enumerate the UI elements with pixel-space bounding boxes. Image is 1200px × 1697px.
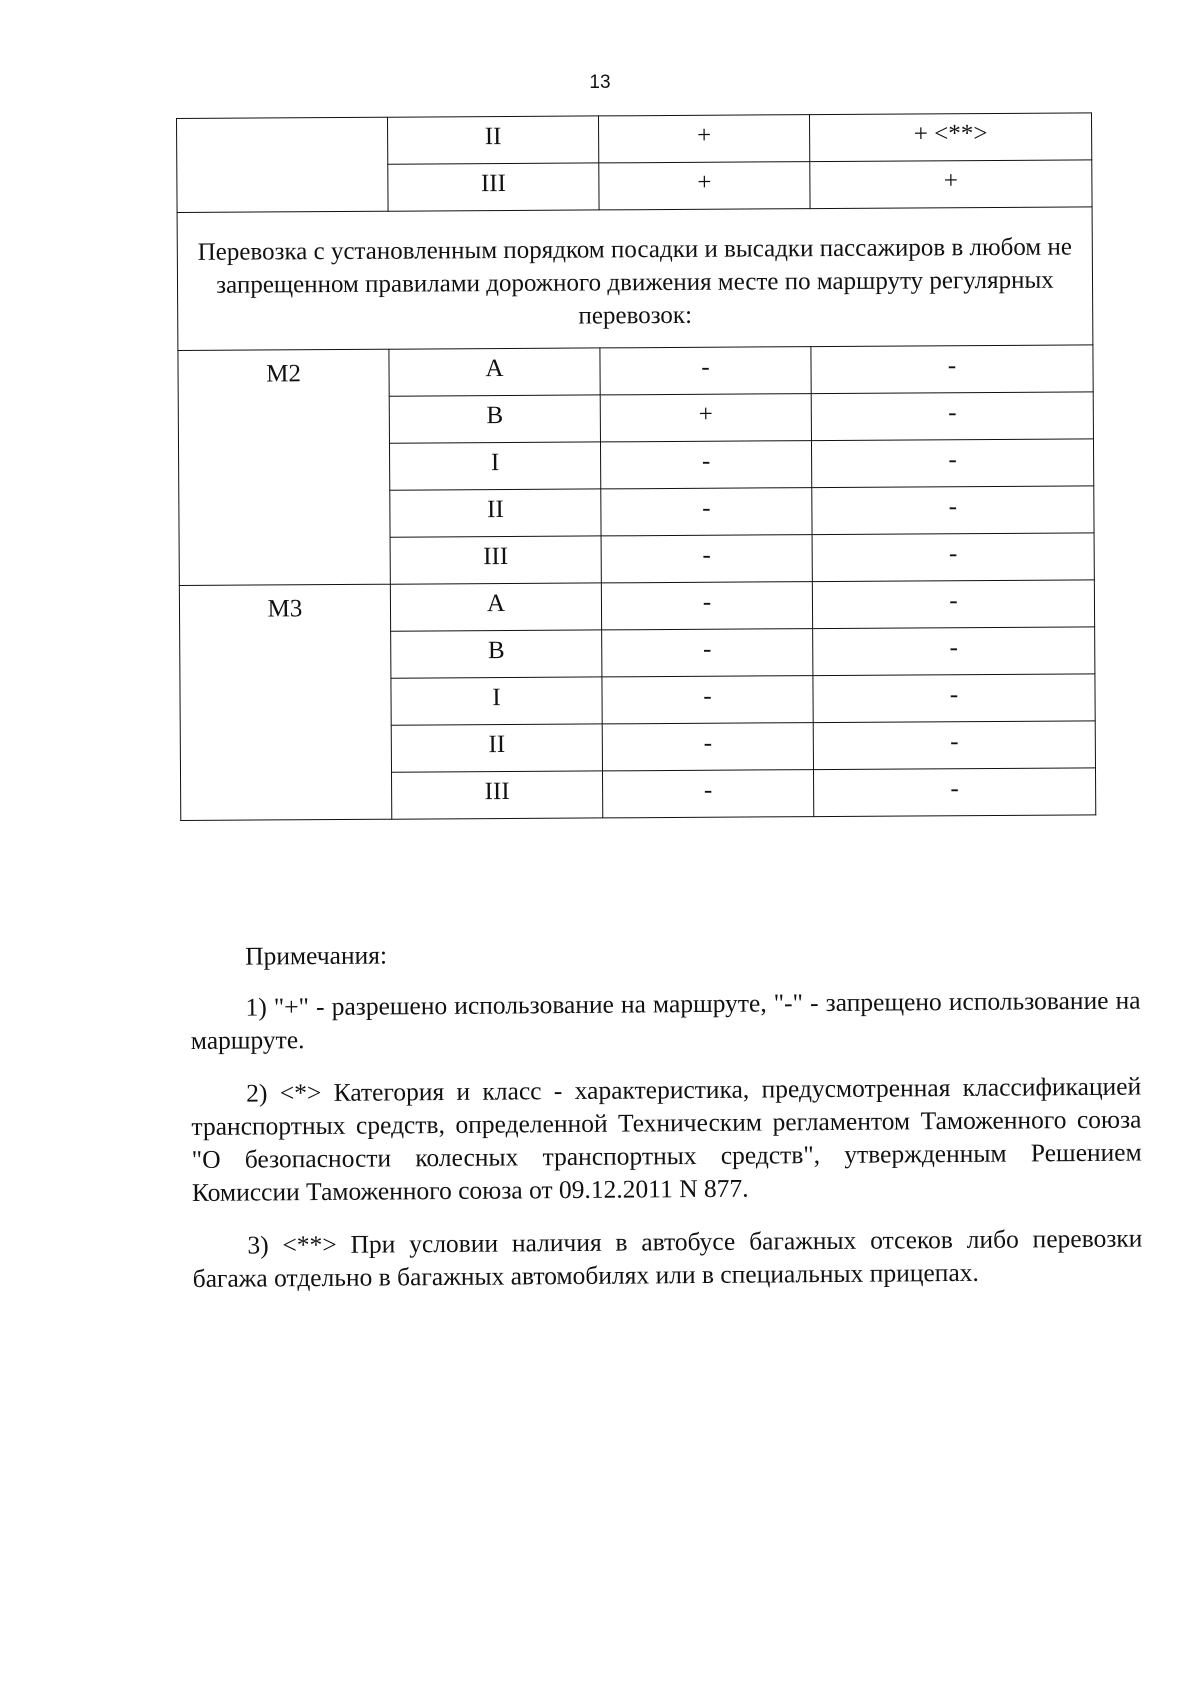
value-cell: + <**> (809, 113, 1091, 162)
class-cell: I (391, 677, 602, 725)
class-cell: A (389, 348, 600, 396)
value-cell: - (601, 535, 812, 583)
class-cell: B (389, 395, 600, 443)
value-cell: + (600, 394, 811, 442)
note-item: 3) <**> При условии наличия в автобусе багажных отсеков либо перевозки багажа отдельно в багажных автомобилях или в специальных прицепах. (192, 1223, 1143, 1293)
class-cell: III (392, 771, 603, 819)
value-cell: - (601, 488, 812, 536)
value-cell: - (812, 486, 1094, 535)
value-cell: - (811, 439, 1093, 488)
table-row (177, 113, 1092, 166)
value-cell: - (813, 768, 1095, 817)
value-cell: - (813, 721, 1095, 770)
value-cell: - (812, 533, 1094, 582)
value-cell: - (811, 345, 1093, 394)
value-cell: - (812, 580, 1094, 629)
class-cell: III (390, 536, 601, 584)
vehicle-usage-table-container (176, 112, 1095, 821)
page-number: 13 (589, 72, 611, 93)
category-cell: M3 (179, 584, 391, 820)
section-header: Перевозка с установленным порядком посадки и высадки пассажиров в любом не запрещенном правилами дорожного движения месте по маршруту регулярных перевозок: (177, 207, 1093, 351)
value-cell: - (811, 392, 1093, 441)
table-row (179, 580, 1094, 633)
notes-title: Примечания: (245, 940, 388, 971)
value-cell: - (602, 723, 813, 771)
value-cell: - (601, 582, 812, 630)
class-cell: A (390, 583, 601, 631)
table-row (178, 345, 1093, 398)
class-cell: B (391, 630, 602, 678)
class-cell: II (387, 116, 598, 164)
section-header-row (177, 207, 1093, 351)
vehicle-usage-table (176, 112, 1096, 821)
value-cell: - (600, 441, 811, 489)
value-cell: - (602, 629, 813, 677)
class-cell: II (391, 724, 602, 772)
value-cell: - (602, 770, 813, 818)
value-cell: + (810, 160, 1092, 209)
note-item: 2) <*> Категория и класс - характеристика, предусмотренная классификацией транспортных средств, определенной Техническим регламентом Таможенного союза "О безопасности колесных транспортных средств", утвержденным Решением Комиссии Таможенного союза от 09.12.2011 N 877. (191, 1071, 1142, 1207)
value-cell: + (598, 115, 809, 163)
note-item: 1) "+" - разрешено использование на маршруте, "-" - запрещено использование на маршруте. (190, 985, 1141, 1055)
notes-section (190, 933, 1143, 1315)
class-cell: II (390, 489, 601, 537)
category-cell-empty (177, 117, 389, 212)
value-cell: - (813, 674, 1095, 723)
value-cell: - (813, 627, 1095, 676)
class-cell: III (388, 163, 599, 211)
value-cell: + (599, 162, 810, 210)
class-cell: I (389, 442, 600, 490)
value-cell: - (600, 347, 811, 395)
value-cell: - (602, 676, 813, 724)
category-cell: M2 (178, 349, 390, 585)
